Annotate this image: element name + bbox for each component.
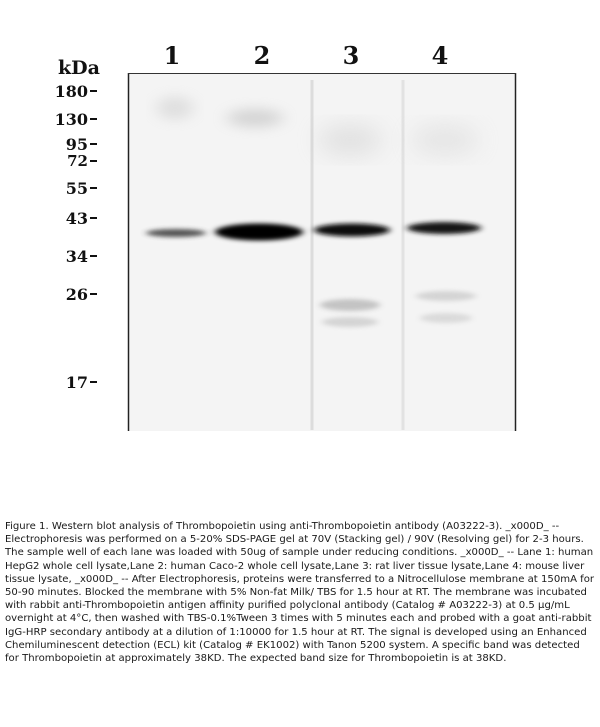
lane-label: 2 (253, 41, 271, 70)
faint-smear (411, 126, 479, 154)
faint-band (320, 299, 380, 311)
faint-band (416, 291, 476, 301)
blot-membrane (128, 73, 516, 431)
band-lane-3 (314, 224, 390, 237)
mw-label: 17 (65, 373, 88, 392)
mw-label: 26 (65, 285, 88, 304)
faint-smear (318, 126, 382, 154)
band-lane-1 (146, 229, 206, 237)
mw-marker (67, 152, 97, 170)
faint-smear (227, 109, 283, 127)
mw-marker (55, 82, 97, 101)
lane-label: 1 (163, 41, 181, 70)
mw-marker (66, 373, 97, 392)
mw-label: 130 (54, 110, 88, 129)
mw-label: 34 (65, 247, 88, 266)
mw-marker (66, 179, 97, 198)
mw-label: 55 (65, 179, 88, 198)
mw-label: 43 (65, 209, 88, 228)
mw-label: 72 (67, 152, 88, 170)
unit-label: kDa (58, 57, 100, 79)
mw-label: 180 (54, 82, 88, 101)
band-lane-2 (215, 224, 303, 241)
mw-marker (55, 110, 97, 129)
faint-band (322, 317, 378, 327)
figure-caption: Figure 1. Western blot analysis of Thrombopoietin using anti-Thrombopoietin antibody (A03222-3). _x000D_ -- Electrophoresis was performed on a 5-20% SDS-PAGE gel at 70V (Stacking gel) / 90V (Resolving gel) for 2-3 hours. The sample well of each lane was loaded with 50ug of sample under reducing conditions. _x000D_ -- Lane 1: human HepG2 whole cell lysate,Lane 2: human Caco-2 whole cell lysate,Lane 3: rat liver tissue lysate,Lane 4: mouse liver tissue lysate, _x000D_ -- After Electrophoresis, proteins were transferred to a Nitrocellulose membrane at 150mA for 50-90 minutes. Blocked the membrane with 5% Non-fat Milk/ TBS for 1.5 hour at RT. The membrane was incubated with rabbit anti-Thrombopoietin antigen affinity purified polyclonal antibody (Catalog # A03222-3) at 0.5 μg/mL overnight at 4°C, then washed with TBS-0.1%Tween 3 times with 5 minutes each and probed with a goat anti-rabbit IgG-HRP secondary antibody at a dilution of 1:10000 for 1.5 hour at RT. The signal is developed using an Enhanced Chemiluminescent detection (ECL) kit (Catalog # EK1002) with Tanon 5200 system. A specific band was detected for Thrombopoietin at approximately 38KD. The expected band size for Thrombopoietin is at 38KD. (5, 521, 595, 665)
mw-marker (66, 285, 97, 304)
faint-band (420, 313, 472, 323)
lane-label: 3 (342, 41, 360, 70)
mw-label: 95 (65, 135, 88, 154)
mw-marker (66, 209, 97, 228)
lane-label: 4 (431, 41, 449, 70)
mw-marker (66, 247, 97, 266)
faint-smear (157, 96, 193, 120)
band-lane-4 (407, 222, 481, 234)
